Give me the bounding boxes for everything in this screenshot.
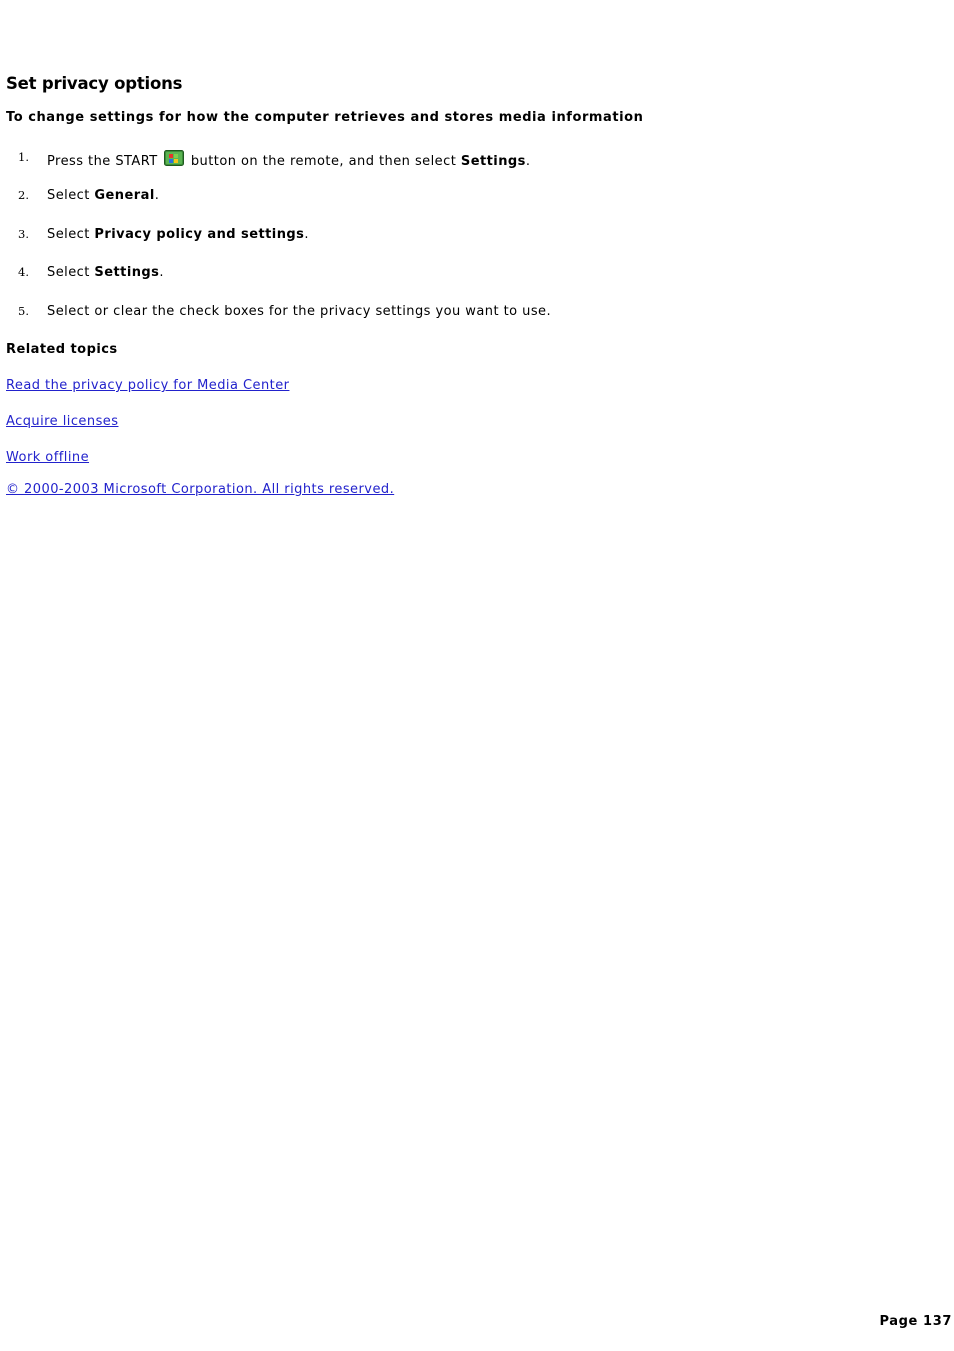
step-text	[47, 304, 551, 319]
step-text	[47, 150, 530, 169]
step-number: 5.	[18, 304, 29, 318]
step-number: 3.	[18, 227, 29, 241]
step-text-before: Select	[47, 188, 90, 203]
step-bold-term: Settings	[94, 265, 160, 280]
page-title: Set privacy options	[6, 74, 183, 93]
step-text-middle: button on the remote, and then select	[190, 154, 457, 169]
work-offline-link[interactable]: Work offline	[6, 450, 90, 465]
step-bold-term: General	[94, 188, 155, 203]
related-topics-heading: Related topics	[6, 342, 118, 357]
step-text-before: Select	[47, 227, 90, 242]
step-text-after: .	[154, 188, 160, 203]
step-text-before: Select	[47, 265, 90, 280]
step-text-after: .	[304, 227, 309, 242]
step-text-before: Press the START	[47, 154, 158, 169]
page-number: Page 137	[879, 1314, 952, 1329]
step-text-before: Select or clear the check boxes for the privacy settings you want to use.	[47, 304, 552, 319]
step-text	[47, 227, 309, 242]
step-text-after: .	[159, 265, 164, 280]
start-button-icon	[164, 150, 184, 166]
step-bold-term: Privacy policy and settings	[94, 227, 305, 242]
step-text	[47, 265, 164, 280]
procedure-subtitle: To change settings for how the computer retrieves and stores media information	[6, 110, 644, 125]
step-number: 4.	[18, 265, 29, 279]
privacy-policy-link[interactable]: Read the privacy policy for Media Center	[6, 378, 290, 393]
step-bold-term: Settings	[460, 154, 526, 169]
step-text-after: .	[525, 154, 531, 169]
step-number: 1.	[18, 150, 29, 164]
acquire-licenses-link[interactable]: Acquire licenses	[6, 414, 119, 429]
copyright-link[interactable]: © 2000-2003 Microsoft Corporation. All rights reserved.	[6, 482, 395, 497]
step-text	[47, 188, 159, 203]
step-number: 2.	[18, 188, 29, 202]
